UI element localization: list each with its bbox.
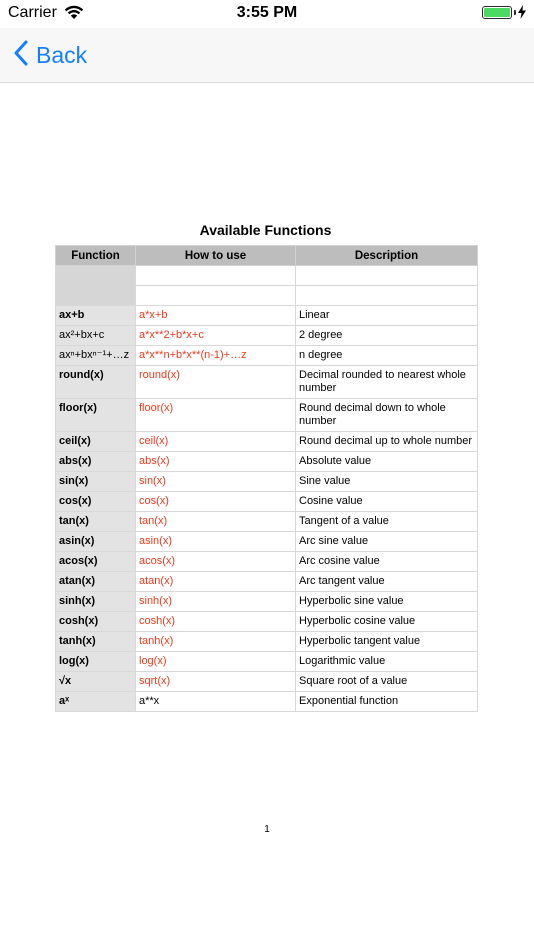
description-cell: Exponential function: [296, 692, 478, 712]
description-cell: Hyperbolic tangent value: [296, 632, 478, 652]
usage-cell: a**x: [136, 692, 296, 712]
chevron-left-icon: [14, 40, 28, 71]
carrier-label: Carrier: [8, 4, 57, 21]
description-cell: Hyperbolic cosine value: [296, 612, 478, 632]
table-row: [56, 512, 478, 532]
table-row: [56, 652, 478, 672]
table-row: [56, 472, 478, 492]
function-cell: round(x): [56, 366, 136, 399]
bolt-icon: [518, 5, 526, 24]
table-row: [56, 452, 478, 472]
usage-cell: log(x): [136, 652, 296, 672]
usage-cell: abs(x): [136, 452, 296, 472]
table-row: [56, 632, 478, 652]
function-cell: axⁿ+bxⁿ⁻¹+…z: [56, 346, 136, 366]
header-description: Description: [296, 246, 478, 266]
usage-cell: a*x**2+b*x+c: [136, 326, 296, 346]
usage-cell: acos(x): [136, 552, 296, 572]
usage-cell: cos(x): [136, 492, 296, 512]
description-cell: Round decimal down to whole number: [296, 399, 478, 432]
description-cell: Round decimal up to whole number: [296, 432, 478, 452]
function-cell: log(x): [56, 652, 136, 672]
function-cell: acos(x): [56, 552, 136, 572]
table-row: [56, 366, 478, 399]
usage-cell: sin(x): [136, 472, 296, 492]
description-cell: Cosine value: [296, 492, 478, 512]
function-cell: tanh(x): [56, 632, 136, 652]
battery-icon: [482, 6, 512, 19]
description-cell: Hyperbolic sine value: [296, 592, 478, 612]
table-row: [56, 612, 478, 632]
usage-cell: atan(x): [136, 572, 296, 592]
function-cell: ax²+bx+c: [56, 326, 136, 346]
table-row: [56, 532, 478, 552]
function-cell: atan(x): [56, 572, 136, 592]
function-cell: √x: [56, 672, 136, 692]
usage-cell: tan(x): [136, 512, 296, 532]
table-row: [56, 306, 478, 326]
back-button[interactable]: [14, 40, 87, 70]
usage-cell: floor(x): [136, 399, 296, 432]
function-cell: abs(x): [56, 452, 136, 472]
description-cell: Linear: [296, 306, 478, 326]
usage-cell: round(x): [136, 366, 296, 399]
table-row: [56, 326, 478, 346]
usage-cell: a*x+b: [136, 306, 296, 326]
description-cell: Arc tangent value: [296, 572, 478, 592]
usage-cell: [136, 266, 296, 286]
function-cell: [56, 266, 136, 286]
usage-cell: asin(x): [136, 532, 296, 552]
table-row: [56, 692, 478, 712]
status-bar: [0, 0, 534, 28]
table-header-row: [56, 246, 478, 266]
usage-cell: cosh(x): [136, 612, 296, 632]
description-cell: [296, 286, 478, 306]
table-row: [56, 672, 478, 692]
usage-cell: sinh(x): [136, 592, 296, 612]
function-cell: sin(x): [56, 472, 136, 492]
table-row: [56, 399, 478, 432]
navigation-bar: [0, 28, 534, 83]
function-cell: asin(x): [56, 532, 136, 552]
function-cell: sinh(x): [56, 592, 136, 612]
table-row: [56, 432, 478, 452]
table-row: [56, 346, 478, 366]
function-cell: ceil(x): [56, 432, 136, 452]
table-row: [56, 286, 478, 306]
battery-cap: [514, 10, 516, 15]
description-cell: Arc cosine value: [296, 552, 478, 572]
table-row: [56, 592, 478, 612]
description-cell: 2 degree: [296, 326, 478, 346]
function-cell: ax+b: [56, 306, 136, 326]
usage-cell: ceil(x): [136, 432, 296, 452]
function-cell: cosh(x): [56, 612, 136, 632]
description-cell: Absolute value: [296, 452, 478, 472]
description-cell: Sine value: [296, 472, 478, 492]
function-cell: cos(x): [56, 492, 136, 512]
usage-cell: sqrt(x): [136, 672, 296, 692]
description-cell: Tangent of a value: [296, 512, 478, 532]
description-cell: n degree: [296, 346, 478, 366]
table-row: [56, 492, 478, 512]
header-how-to-use: How to use: [136, 246, 296, 266]
clock: 3:55 PM: [236, 4, 298, 21]
description-cell: Arc sine value: [296, 532, 478, 552]
description-cell: Decimal rounded to nearest whole number: [296, 366, 478, 399]
description-cell: Square root of a value: [296, 672, 478, 692]
back-label: Back: [36, 41, 88, 68]
function-cell: aˣ: [56, 692, 136, 712]
table-row: [56, 552, 478, 572]
document-title: Available Functions: [199, 222, 332, 238]
header-function: Function: [56, 246, 136, 266]
function-cell: floor(x): [56, 399, 136, 432]
usage-cell: tanh(x): [136, 632, 296, 652]
table-row: [56, 572, 478, 592]
page-number: 1: [264, 824, 270, 835]
function-cell: tan(x): [56, 512, 136, 532]
description-cell: Logarithmic value: [296, 652, 478, 672]
usage-cell: a*x**n+b*x**(n-1)+…z: [136, 346, 296, 366]
table-row: [56, 266, 478, 286]
description-cell: [296, 266, 478, 286]
usage-cell: [136, 286, 296, 306]
function-cell: [56, 286, 136, 306]
functions-table: [55, 245, 478, 712]
